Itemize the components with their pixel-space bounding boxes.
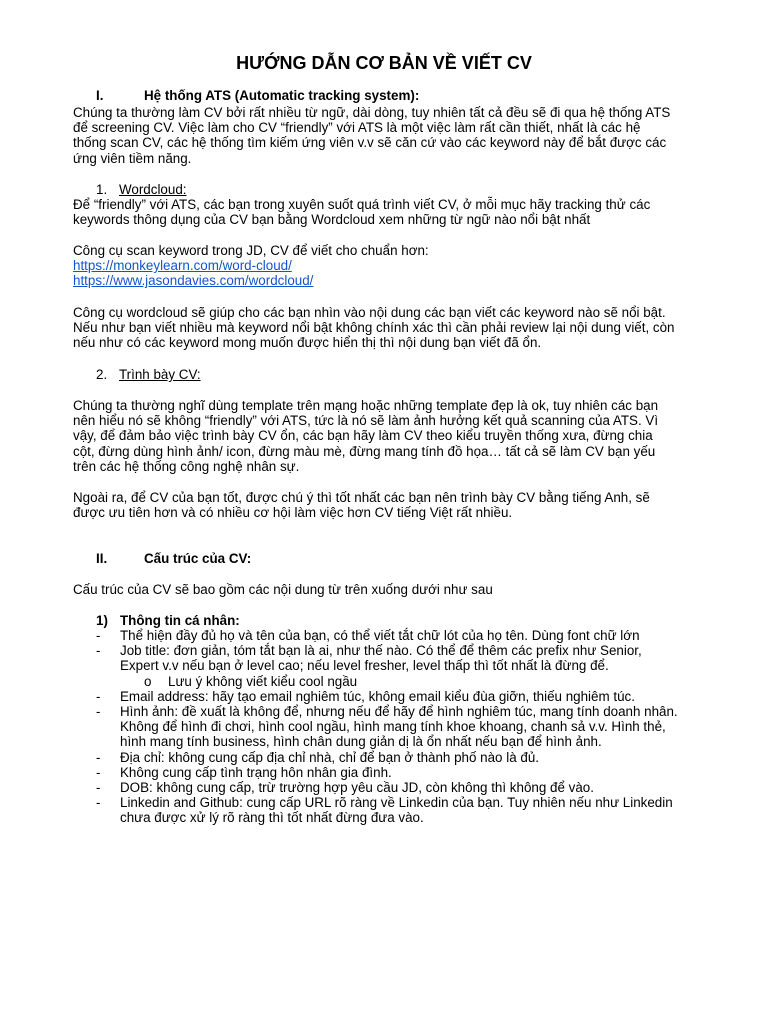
- list-item: [96, 765, 726, 780]
- text-line: để screening CV. Việc làm cho CV “friendly” với ATS là một việc làm rất cần thiết, nhất là các hệ: [73, 120, 641, 136]
- text-line: trên các hệ thống công nghệ nhân sự.: [73, 458, 300, 474]
- list-item: [96, 704, 726, 750]
- list-item: [96, 750, 726, 765]
- text-line: nên hiểu nó sẽ không “friendly” với ATS, tức là nó sẽ làm ảnh hưởng kết quả scanning của ATS. Vì: [73, 413, 659, 429]
- text-line: Địa chỉ: không cung cấp địa chỉ nhà, chỉ để bạn ở thành phố nào là đủ.: [120, 749, 539, 765]
- list-item: [96, 689, 726, 704]
- bullet-marker: -: [96, 688, 101, 704]
- subsection-number: 1.: [96, 182, 108, 197]
- text-line: vậy, để đảm bảo việc trình bày CV ổn, các bạn hãy làm CV theo kiểu truyền thống xưa, đừng chia: [73, 428, 653, 444]
- personal-info-heading: [96, 613, 240, 628]
- jasondavies-link[interactable]: https://www.jasondavies.com/wordcloud/: [73, 273, 314, 289]
- section-2-title: Cấu trúc của CV:: [144, 551, 252, 566]
- text-line: nếu như có các keyword mong muốn được hiển thị thì nội dung bạn viết đã ổn.: [73, 335, 542, 351]
- bullet-marker: -: [96, 780, 101, 796]
- bullet-marker: o: [144, 673, 152, 689]
- bullet-marker: -: [96, 628, 101, 643]
- text-line: Nếu như bạn viết nhiều mà keyword nổi bật không chính xác thì cần phải review lại nội dung viết, còn: [73, 320, 675, 336]
- bullet-marker: -: [96, 764, 101, 780]
- list-item: [96, 795, 726, 825]
- bullet-marker: -: [96, 704, 101, 720]
- text-line: thống scan CV, các hệ thống tìm kiếm ứng viên v.v sẽ căn cứ vào các keyword này để bắt được các: [73, 135, 667, 151]
- subsection-layout-heading: [96, 367, 201, 382]
- text-line: được ưu tiên hơn và có nhiều cơ hội làm việc hơn CV tiếng Việt rất nhiều.: [73, 505, 513, 521]
- text-line: chưa được xử lý rõ ràng thì tốt nhất đừng đưa vào.: [120, 810, 424, 826]
- text-line: Chúng ta thường làm CV bởi rất nhiều từ ngữ, dài dòng, tuy nhiên tất cả đều sẽ đi qua hệ thống ATS: [73, 105, 671, 120]
- text-line: Không để hình đi chơi, hình cool ngầu, hình mang tính khoe khoang, chanh sả v.v. Hình thẻ,: [120, 719, 666, 735]
- text-line: Công cụ wordcloud sẽ giúp cho các bạn nhìn vào nội dung các bạn viết các keyword nào sẽ nổi bật.: [73, 305, 666, 320]
- subsection-number: 2.: [96, 367, 108, 382]
- text-line: Ngoài ra, để CV của bạn tốt, được chú ý thì tốt nhất các bạn nên trình bày CV bằng tiếng Anh, sẽ: [73, 490, 650, 505]
- subsection-label: Wordcloud:: [119, 182, 187, 197]
- subsection-label: Thông tin cá nhân:: [120, 613, 240, 628]
- wordcloud-tools: [73, 243, 723, 289]
- wordcloud-paragraph-1: [73, 197, 723, 227]
- section-1-intro: [73, 105, 723, 166]
- subsection-label: Trình bày CV:: [119, 367, 201, 382]
- layout-paragraph-2: [73, 490, 723, 520]
- section-1-title: Hệ thống ATS (Automatic tracking system):: [144, 88, 420, 103]
- section-2-intro: [73, 582, 723, 597]
- list-item: [96, 628, 726, 643]
- text-line: Job title: đơn giản, tóm tắt bạn là ai, như thế nào. Có thể để thêm các prefix như Senior,: [120, 643, 642, 659]
- text-line: ứng viên tiềm năng.: [73, 150, 192, 166]
- text-line: DOB: không cung cấp, trừ trường hợp yêu cầu JD, còn không thì không để vào.: [120, 780, 594, 796]
- text-line: cột, đừng dùng hình ảnh/ icon, đừng màu mè, đừng mang tính đồ họa… tất cả sẽ làm CV bạn yếu: [73, 443, 656, 459]
- list-item: [96, 674, 726, 689]
- personal-info-list: [96, 628, 726, 826]
- bullet-marker: -: [96, 643, 101, 659]
- section-1-heading: [96, 88, 419, 103]
- monkeylearn-link[interactable]: https://monkeylearn.com/word-cloud/: [73, 258, 292, 274]
- subsection-number: 1): [96, 613, 108, 628]
- text-line: Linkedin and Github: cung cấp URL rõ ràng về Linkedin của bạn. Tuy nhiên nếu như Linkedin: [120, 795, 673, 811]
- section-2-heading: [96, 551, 251, 566]
- document-title: HƯỚNG DẪN CƠ BẢN VỀ VIẾT CV: [236, 53, 532, 73]
- text-line: Thể hiện đầy đủ họ và tên của bạn, có thể viết tắt chữ lót của họ tên. Dùng font chữ lớn: [120, 628, 640, 643]
- text-line: Lưu ý không viết kiểu cool ngầu: [168, 673, 358, 689]
- wordcloud-paragraph-2: [73, 305, 723, 351]
- text-line: Chúng ta thường nghĩ dùng template trên mạng hoặc những template đẹp là ok, tuy nhiên các bạn: [73, 398, 659, 413]
- bullet-marker: -: [96, 795, 101, 811]
- section-1-number: I.: [96, 88, 104, 103]
- text-line: Cấu trúc của CV sẽ bao gồm các nội dung từ trên xuống dưới như sau: [73, 582, 493, 597]
- text-line: hình mang tính business, hình chân dung giản dị là ổn nhất nếu bạn để hình ảnh.: [120, 734, 602, 750]
- text-line: Email address: hãy tạo email nghiêm túc, không email kiểu đùa giỡn, thiếu nghiêm túc.: [120, 688, 635, 704]
- text-line: Expert v.v nếu bạn ở level cao; nếu level fresher, level thấp thì tốt nhất là đừng để.: [120, 658, 609, 674]
- bullet-marker: -: [96, 749, 101, 765]
- text-line: Không cung cấp tình trạng hôn nhân gia đình.: [120, 764, 392, 780]
- section-2-number: II.: [96, 551, 108, 566]
- subsection-wordcloud-heading: [96, 182, 186, 197]
- tools-label: Công cụ scan keyword trong JD, CV để viết cho chuẩn hơn:: [73, 243, 429, 258]
- list-item: [96, 780, 726, 795]
- list-item: [96, 643, 726, 673]
- text-line: Hình ảnh: đề xuất là không để, nhưng nếu để hãy để hình nghiêm túc, mang tính doanh nhân.: [120, 704, 678, 720]
- layout-paragraph-1: [73, 398, 723, 474]
- text-line: Để “friendly” với ATS, các bạn trong xuyên suốt quá trình viết CV, ở mỗi mục hãy tracking thử các: [73, 197, 651, 212]
- text-line: keywords thông dụng của CV bạn bằng Wordcloud xem những từ ngữ nào nổi bật nhất: [73, 212, 591, 228]
